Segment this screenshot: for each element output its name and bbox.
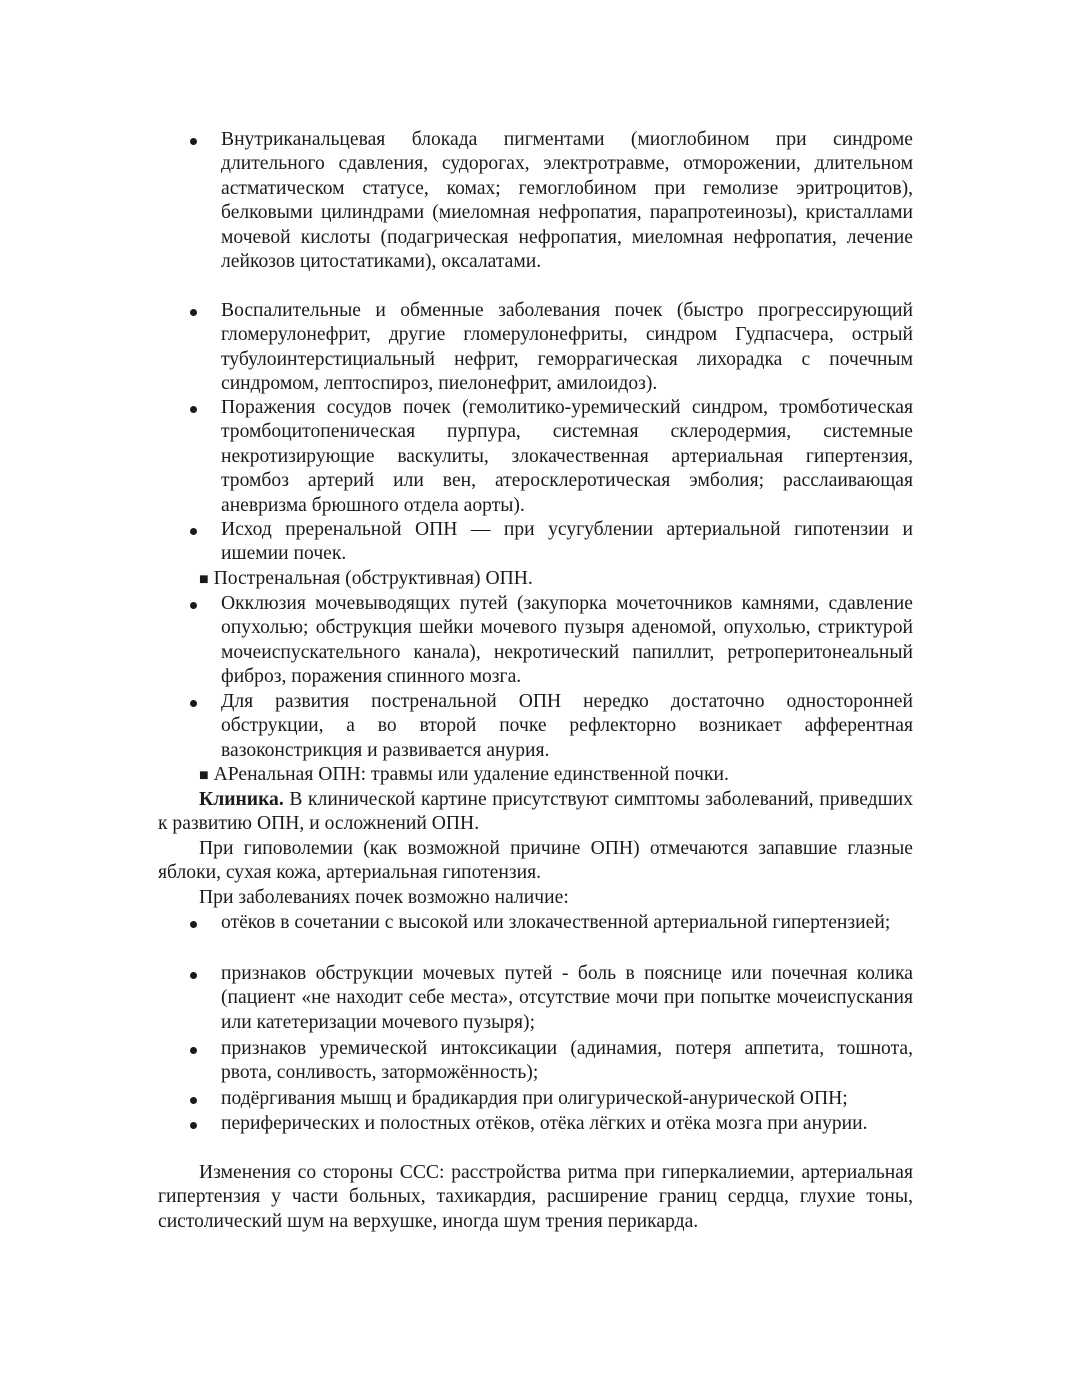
list-item-text: признаков обструкции мочевых путей - боль в пояснице или почечная колика (пациент «не находит себе места», отсутствие мочи при попытке мочеиспускания или катетеризации мочевого пузыря); <box>221 963 913 1033</box>
list-item <box>158 299 913 396</box>
bullet-icon <box>190 921 197 928</box>
list-item <box>158 1112 913 1161</box>
list-item <box>158 518 913 567</box>
paragraph-kidney-intro <box>158 886 913 911</box>
paragraph-text: При гиповолемии (как возможной причине ОПН) отмечаются запавшие глазные яблоки, сухая кожа, артериальная гипотензия. <box>158 838 913 884</box>
bullet-icon <box>190 406 197 413</box>
list-item-text: Окклюзия мочевыводящих путей (закупорка мочеточников камнями, сдавление опухолью; обструкция шейки мочевого пузыря аденомой, опухолью, стриктурой мочеиспускательного канала), некротический папиллит, ретроперитонеальный фиброз, поражения спинного мозга. <box>221 593 913 688</box>
section-heading-arenal <box>158 763 913 788</box>
list-item <box>158 128 913 299</box>
bullet-icon <box>190 972 197 979</box>
paragraph-hypovolemia <box>158 837 913 886</box>
bullet-icon <box>190 309 197 316</box>
list-item-text: периферических и полостных отёков, отёка лёгких и отёка мозга при анурии. <box>221 1113 868 1134</box>
bullet-icon <box>190 602 197 609</box>
list-item-text: Исход преренальной ОПН — при усугублении артериальной гипотензии и ишемии почек. <box>221 519 913 565</box>
square-bullet-icon: ■ <box>199 767 209 784</box>
list-item-text: отёков в сочетании с высокой или злокачественной артериальной гипертензией; <box>221 912 891 933</box>
list-item <box>158 911 913 962</box>
list-item <box>158 396 913 518</box>
list-item-text: Поражения сосудов почек (гемолитико-уремический синдром, тромботическая тромбоцитопеническая пурпура, системная склеродермия, системные некротизирующие васкулиты, злокачественная артериальная гипертензия, тромбоз артерий или вен, атеросклеротическая эмболия; расслаивающая аневризма брюшного отдела аорты). <box>221 397 913 516</box>
list-item-text: подёргивания мышц и брадикардия при олигурической-анурической ОПН; <box>221 1088 848 1109</box>
list-item <box>158 962 913 1037</box>
bullet-icon <box>190 138 197 145</box>
list-item <box>158 1037 913 1087</box>
section-heading-prefix: А <box>213 764 228 785</box>
paragraph-text: При заболеваниях почек возможно наличие: <box>199 887 569 908</box>
page-content <box>158 128 913 1259</box>
list-item <box>158 592 913 690</box>
paragraph-lead: Клиника. <box>199 789 284 810</box>
paragraph-text: Изменения со стороны ССС: расстройства ритма при гиперкалиемии, артериальная гипертензия у части больных, тахикардия, расширение границ сердца, глухие тоны, систолический шум на верхушке, иногда шум трения перикарда. <box>158 1162 913 1232</box>
square-bullet-icon: ■ <box>199 571 209 588</box>
section-heading-text: Ренальная ОПН: травмы или удаление единственной почки. <box>227 764 729 785</box>
paragraph-clinic <box>158 788 913 837</box>
bullet-icon <box>190 528 197 535</box>
bullet-icon <box>190 700 197 707</box>
bullet-icon <box>190 1097 197 1104</box>
list-item <box>158 690 913 763</box>
bullet-icon <box>190 1122 197 1129</box>
bullet-icon <box>190 1047 197 1054</box>
list-item-text: признаков уремической интоксикации (адинамия, потеря аппетита, тошнота, рвота, сонливость, заторможённость); <box>221 1038 913 1084</box>
list-item <box>158 1087 913 1112</box>
section-heading-postrenal <box>158 567 913 592</box>
section-heading-text: Постренальная (обструктивная) ОПН. <box>213 568 533 589</box>
paragraph-ccs <box>158 1161 913 1259</box>
list-item-text: Внутриканальцевая блокада пигментами (миоглобином при синдроме длительного сдавления, судорогах, электротравме, отморожении, длительном астматическом статусе, комах; гемоглобином при гемолизе эритроцитов), белковыми цилиндрами (миеломная нефропатия, парапротеинозы), кристаллами мочевой кислоты (подагрическая нефропатия, миеломная нефропатия, лечение лейкозов цитостатиками), оксалатами. <box>221 129 913 273</box>
list-item-text: Для развития постренальной ОПН нередко достаточно односторонней обструкции, а во второй почке рефлекторно возникает афферентная вазоконстрикция и развивается анурия. <box>221 691 913 761</box>
paragraph-text: В клинической картине присутствуют симптомы заболеваний, приведших к развитию ОПН, и осложнений ОПН. <box>158 789 913 835</box>
list-item-text: Воспалительные и обменные заболевания почек (быстро прогрессирующий гломерулонефрит, другие гломерулонефриты, синдром Гудпасчера, острый тубулоинтерстициальный нефрит, геморрагическая лихорадка с почечным синдромом, лептоспироз, пиелонефрит, амилоидоз). <box>221 300 913 395</box>
